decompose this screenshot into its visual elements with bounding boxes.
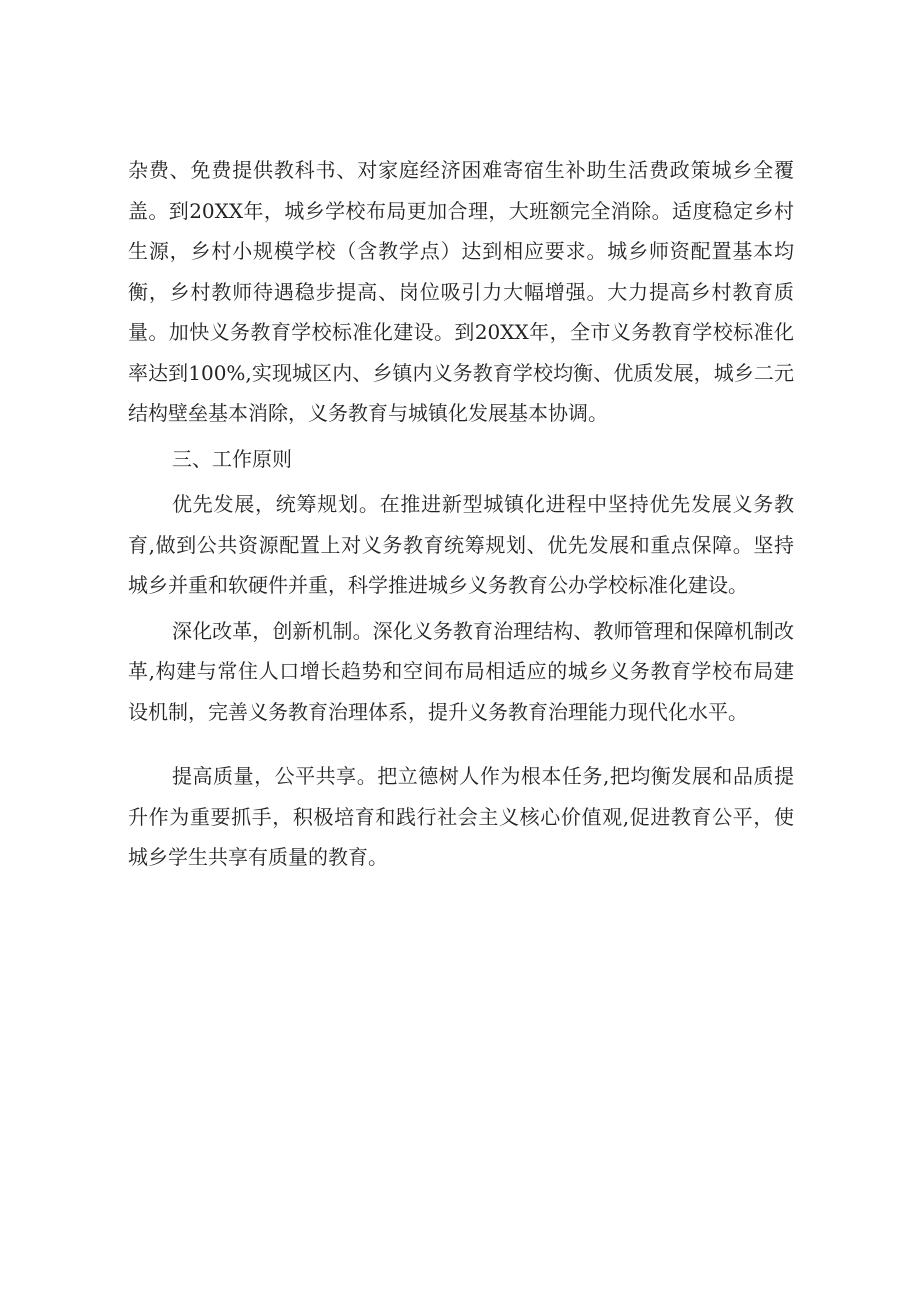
paragraph-priority-development: 优先发展，统筹规划。在推进新型城镇化进程中坚持优先发展义务教育,做到公共资源配置上对义务教育统筹规划、优先发展和重点保障。坚持城乡并重和软硬件并重，科学推进城乡义务教育公办学校标准化建设。: [128, 492, 794, 597]
section-heading-work-principles: 三、工作原则: [172, 446, 292, 471]
paragraph-deepen-reform: 深化改革，创新机制。深化义务教育治理结构、教师管理和保障机制改革,构建与常住人口增长趋势和空间布局相适应的城乡义务教育学校布局建设机制，完善义务教育治理体系，提升义务教育治理能力现代化水平。: [128, 618, 794, 724]
paragraph-improve-quality: 提高质量，公平共享。把立德树人作为根本任务,把均衡发展和品质提升作为重要抓手，积极培育和践行社会主义核心价值观,促进教育公平，使城乡学生共享有质量的教育。: [128, 764, 794, 869]
document-body: [128, 150, 794, 878]
paragraph-continuation: 杂费、免费提供教科书、对家庭经济困难寄宿生补助生活费政策城乡全覆盖。到20XX年，城乡学校布局更加合理，大班额完全消除。适度稳定乡村生源，乡村小规模学校（含教学点）达到相应要求。城乡师资配置基本均衡，乡村教师待遇稳步提高、岗位吸引力大幅增强。大力提高乡村教育质量。加快义务教育学校标准化建设。到20XX年，全市义务教育学校标准化率达到100%,实现城区内、乡镇内义务教育学校均衡、优质发展，城乡二元结构壁垒基本消除，义务教育与城镇化发展基本协调。: [128, 158, 794, 425]
